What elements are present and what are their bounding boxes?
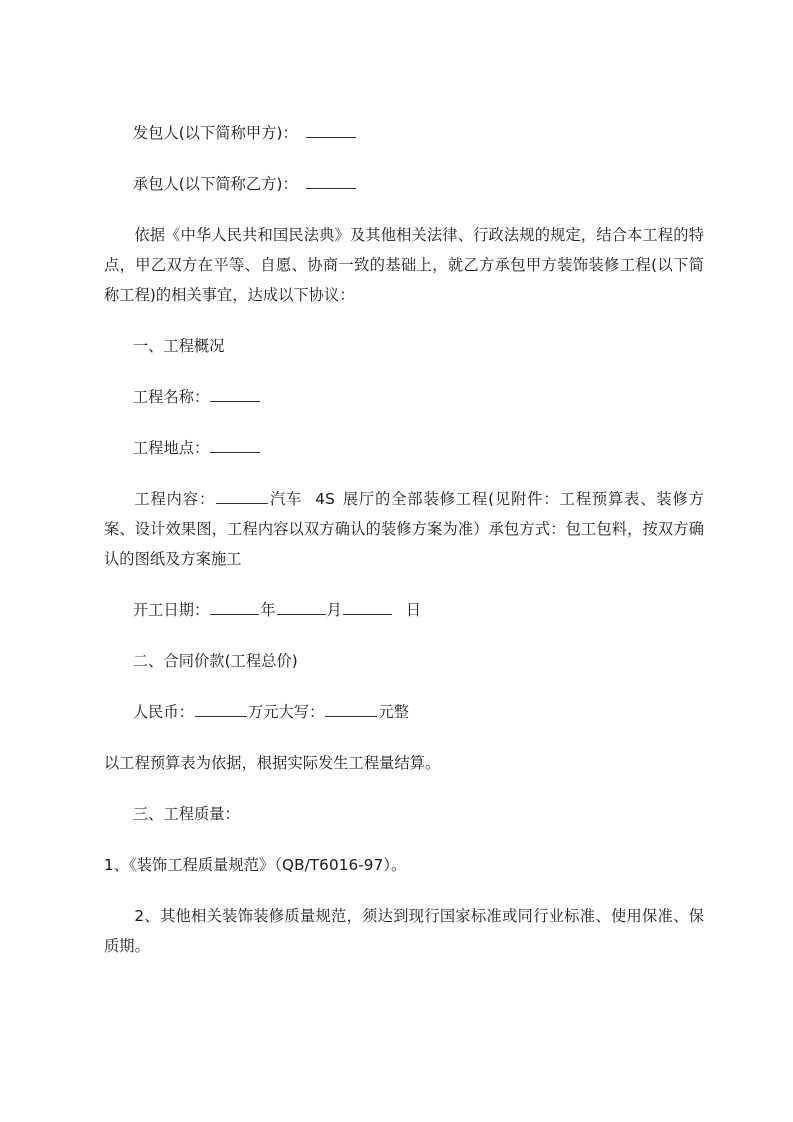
project-content-blank[interactable] — [216, 489, 268, 504]
amount-unit-label: 万元大写： — [248, 703, 325, 721]
price-words-blank[interactable] — [325, 702, 377, 717]
party-b-label: 承包人(以下简称乙方)： — [132, 175, 298, 193]
price-amount-blank[interactable] — [195, 702, 247, 717]
project-name-label: 工程名称： — [132, 388, 210, 406]
project-content-part1: 汽车 — [269, 490, 303, 508]
start-date-day-blank[interactable] — [343, 600, 392, 615]
price-line — [104, 697, 704, 727]
quality-item-2: 2、其他相关装饰装修质量规范，须达到现行国家标准或同行业标准、使用保准、保质期。 — [104, 907, 704, 955]
document-body — [104, 118, 704, 982]
currency-label: 人民币： — [132, 703, 195, 721]
date-month-unit: 月 — [326, 601, 342, 619]
project-content-paragraph — [104, 484, 704, 574]
date-year-unit: 年 — [260, 601, 276, 619]
start-date-month-blank[interactable] — [277, 600, 326, 615]
project-location-label: 工程地点： — [132, 439, 210, 457]
project-name-line — [104, 382, 704, 412]
project-location-line — [104, 433, 704, 463]
party-b-line — [104, 169, 704, 199]
start-date-label: 开工日期： — [132, 601, 210, 619]
project-name-blank[interactable] — [210, 387, 260, 402]
project-location-blank[interactable] — [210, 438, 260, 453]
quality-item-1: 1、《装饰工程质量规范》（QB/T6016-97）。 — [104, 856, 407, 874]
section-two-heading: 二、合同价款(工程总价) — [132, 652, 298, 670]
amount-tail-label: 元整 — [378, 703, 410, 721]
party-a-line — [104, 118, 704, 148]
party-b-blank[interactable] — [306, 174, 356, 189]
preamble-paragraph: 依据《中华人民共和国民法典》及其他相关法律、行政法规的规定，结合本工程的特点，甲乙双方在平等、自愿、协商一致的基础上，就乙方承包甲方装饰装修工程(以下简称工程)的相关事宜，达成以下协议： — [104, 226, 704, 304]
section-one-heading: 一、工程概况 — [132, 337, 225, 355]
project-content-label: 工程内容： — [134, 490, 216, 508]
start-date-year-blank[interactable] — [210, 600, 259, 615]
project-content-part2: 4S — [315, 490, 335, 508]
section-three-heading: 三、工程质量： — [132, 805, 240, 823]
date-day-unit: 日 — [405, 601, 422, 619]
project-content-part3: 展厅的全部装修工程(见附件：工程预算表、装修方案、设计效果图，工程内容以双方确认的装修方案为准）承包方式：包工包料，按双方确认的图纸及方案施工 — [104, 490, 705, 568]
party-a-blank[interactable] — [306, 123, 356, 138]
start-date-line — [104, 595, 704, 625]
party-a-label: 发包人(以下简称甲方)： — [132, 124, 298, 142]
settlement-note: 以工程预算表为依据，根据实际发生工程量结算。 — [104, 754, 441, 772]
